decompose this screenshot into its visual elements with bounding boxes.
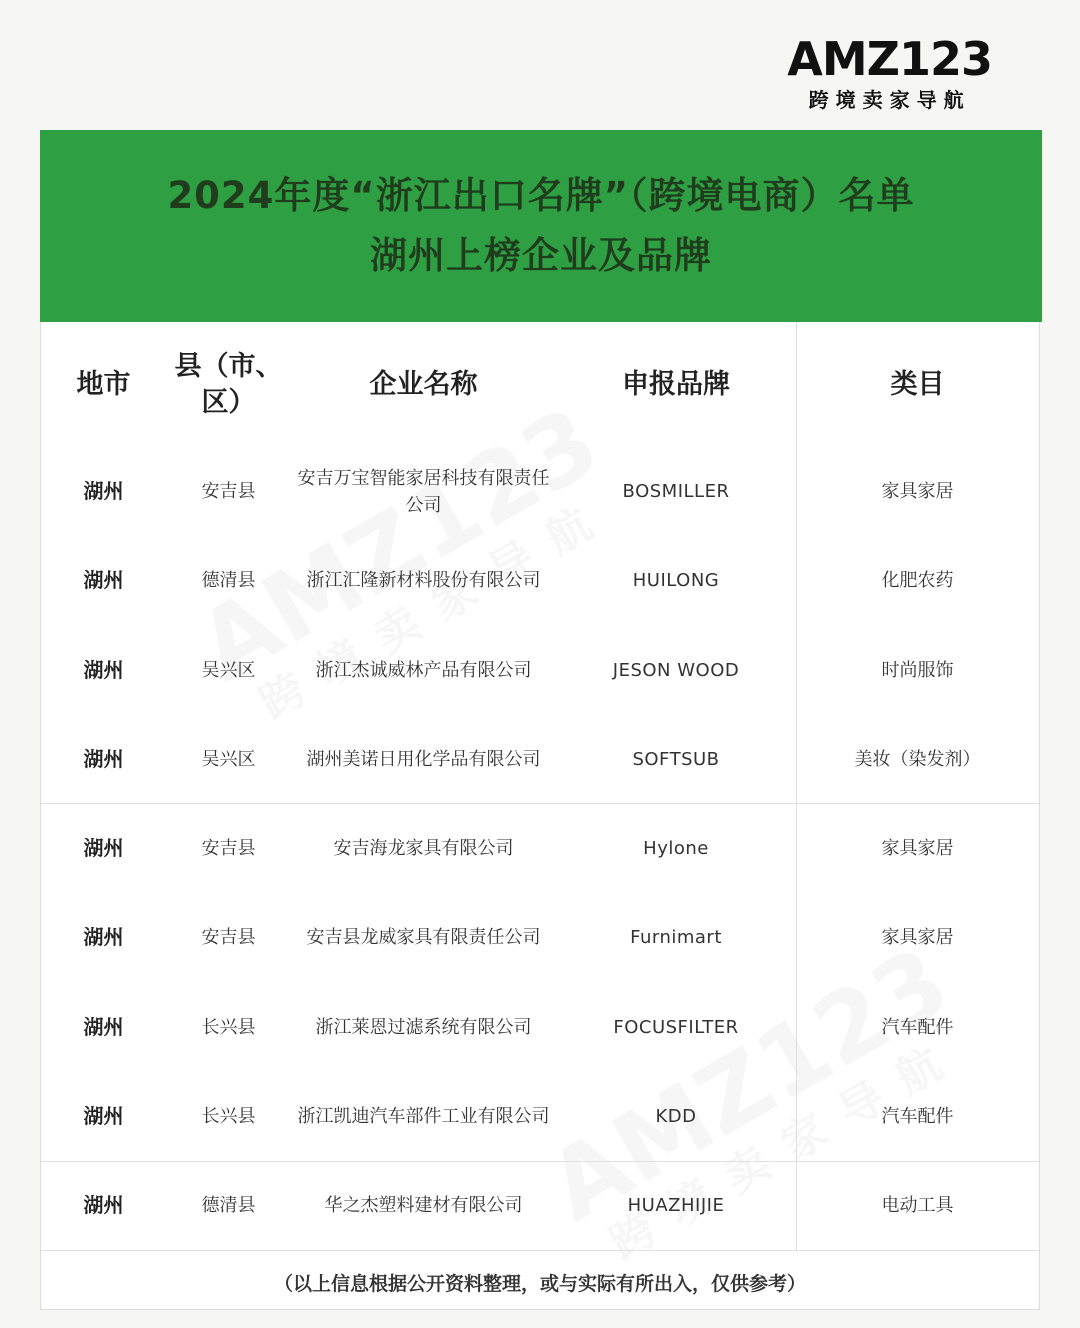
header-brand: 申报品牌 bbox=[622, 368, 730, 400]
cell-brand: JESON WOOD bbox=[612, 659, 740, 681]
cell-city: 湖州 bbox=[83, 479, 124, 504]
cell-city: 湖州 bbox=[83, 1014, 124, 1039]
cell-company: 华之杰塑料建材有限公司 bbox=[324, 1195, 523, 1217]
table-row bbox=[41, 1161, 1039, 1250]
cell-company: 浙江莱恩过滤系统有限公司 bbox=[315, 1016, 532, 1038]
table-row bbox=[41, 1072, 1039, 1161]
cell-category: 家具家居 bbox=[881, 927, 954, 949]
table-row bbox=[41, 893, 1039, 982]
header-city: 地市 bbox=[76, 368, 131, 400]
cell-company: 安吉县龙威家具有限责任公司 bbox=[306, 927, 541, 949]
table-row bbox=[41, 983, 1039, 1072]
table-row bbox=[41, 447, 1039, 536]
list-card bbox=[40, 130, 1040, 1310]
cell-company: 安吉万宝智能家居科技有限责任公司 bbox=[297, 467, 550, 516]
cell-brand: BOSMILLER bbox=[622, 481, 730, 503]
cell-county: 安吉县 bbox=[201, 838, 256, 860]
table-row bbox=[41, 804, 1039, 893]
cell-city: 湖州 bbox=[83, 657, 124, 682]
table-row bbox=[41, 536, 1039, 625]
cell-city: 湖州 bbox=[83, 746, 124, 771]
cell-category: 汽车配件 bbox=[881, 1105, 954, 1127]
cell-city: 湖州 bbox=[83, 836, 124, 861]
cell-county: 德清县 bbox=[201, 570, 256, 592]
cell-company: 浙江杰诚威林产品有限公司 bbox=[315, 659, 532, 681]
cell-city: 湖州 bbox=[83, 1193, 124, 1218]
cell-category: 电动工具 bbox=[881, 1195, 954, 1217]
cell-brand: Furnimart bbox=[630, 927, 722, 949]
cell-brand: FOCUSFILTER bbox=[613, 1016, 739, 1038]
cell-county: 吴兴区 bbox=[201, 748, 256, 770]
disclaimer-note: （以上信息根据公开资料整理，或与实际有所出入，仅供参考） bbox=[273, 1272, 806, 1295]
cell-county: 长兴县 bbox=[201, 1016, 256, 1038]
cell-county: 德清县 bbox=[201, 1195, 256, 1217]
cell-category: 家具家居 bbox=[881, 838, 954, 860]
brand-logo bbox=[787, 34, 992, 112]
cell-company: 浙江凯迪汽车部件工业有限公司 bbox=[297, 1105, 550, 1127]
logo-wordmark: AMZ123 bbox=[787, 32, 992, 86]
cell-county: 吴兴区 bbox=[201, 659, 256, 681]
table-row bbox=[41, 626, 1039, 715]
cell-county: 安吉县 bbox=[201, 927, 256, 949]
cell-category: 汽车配件 bbox=[881, 1016, 954, 1038]
header-county: 县（市、区） bbox=[174, 350, 283, 418]
cell-company: 湖州美诺日用化学品有限公司 bbox=[306, 748, 541, 770]
cell-city: 湖州 bbox=[83, 568, 124, 593]
cell-category: 美妆（染发剂） bbox=[854, 748, 981, 770]
page-subtitle: 湖州上榜企业及品牌 bbox=[370, 234, 712, 277]
cell-city: 湖州 bbox=[83, 1103, 124, 1128]
cell-brand: HUILONG bbox=[632, 570, 720, 592]
table-header-row bbox=[41, 322, 1039, 447]
title-banner bbox=[40, 130, 1042, 322]
header-category: 类目 bbox=[890, 368, 945, 400]
cell-category: 化肥农药 bbox=[881, 570, 954, 592]
table-row bbox=[41, 715, 1039, 804]
cell-category: 家具家居 bbox=[881, 481, 954, 503]
header-company: 企业名称 bbox=[369, 368, 478, 400]
cell-brand: KDD bbox=[655, 1105, 697, 1127]
cell-county: 长兴县 bbox=[201, 1105, 256, 1127]
cell-company: 浙江汇隆新材料股份有限公司 bbox=[306, 570, 541, 592]
cell-county: 安吉县 bbox=[201, 481, 256, 503]
page-title: 2024年度“浙江出口名牌”（跨境电商）名单 bbox=[167, 174, 915, 217]
cell-brand: HUAZHIJIE bbox=[627, 1195, 725, 1217]
cell-company: 安吉海龙家具有限公司 bbox=[333, 838, 514, 860]
brand-table bbox=[41, 322, 1039, 1250]
cell-city: 湖州 bbox=[83, 925, 124, 950]
logo-tagline: 跨境卖家导航 bbox=[808, 88, 971, 112]
cell-brand: Hylone bbox=[643, 838, 709, 860]
cell-brand: SOFTSUB bbox=[632, 748, 720, 770]
cell-category: 时尚服饰 bbox=[881, 659, 954, 681]
